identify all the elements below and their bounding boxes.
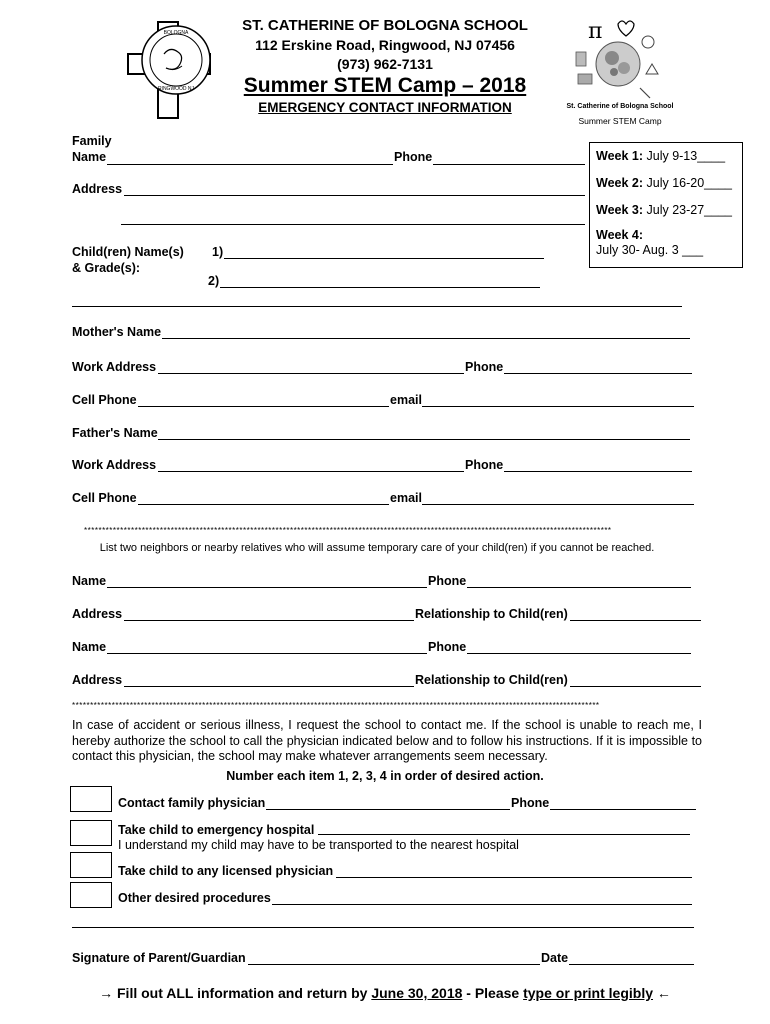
father-work-address-field[interactable] [158, 471, 464, 472]
mother-name-label: Mother's Name [72, 325, 162, 339]
father-email-field[interactable] [422, 504, 694, 505]
footer-emphasis: type or print legibly [523, 985, 653, 1001]
date-field[interactable] [569, 964, 694, 965]
signature-field[interactable] [248, 964, 540, 965]
neighbor-1-address-label: Address [72, 607, 123, 621]
page-title: Summer STEM Camp – 2018 [243, 74, 527, 97]
father-email-label: email [390, 491, 422, 505]
neighbor-1-name-field[interactable] [107, 587, 427, 588]
hospital-field[interactable] [318, 834, 690, 835]
option-3-order-box[interactable] [70, 852, 112, 878]
family-label: Family [72, 134, 112, 148]
child-1-field[interactable] [224, 258, 544, 259]
mother-name-field[interactable] [162, 338, 690, 339]
option-1-label: Contact family physician [118, 796, 266, 810]
page-subtitle: EMERGENCY CONTACT INFORMATION [258, 100, 512, 115]
stem-logo-caption-school: St. Catherine of Bologna School [566, 103, 674, 110]
neighbors-instruction: List two neighbors or nearby relatives who will assume temporary care of your child(ren) if you cannot be reached. [99, 542, 655, 554]
svg-text:RINGWOOD NJ: RINGWOOD NJ [157, 86, 195, 92]
neighbor-1-relationship-field[interactable] [570, 620, 701, 621]
option-2-order-box[interactable] [70, 820, 112, 846]
option-1-order-box[interactable] [70, 786, 112, 812]
father-work-phone-field[interactable] [504, 471, 692, 472]
neighbor-2-phone-field[interactable] [467, 653, 691, 654]
neighbor-1-relationship-label: Relationship to Child(ren) [415, 607, 568, 621]
father-name-field[interactable] [158, 439, 690, 440]
neighbor-2-name-field[interactable] [107, 653, 427, 654]
footer-prefix: → Fill out ALL information and return by [99, 985, 372, 1001]
week-2[interactable]: Week 2: July 16-20____ [596, 176, 732, 190]
family-address-label: Address [72, 182, 123, 196]
mother-email-label: email [390, 393, 422, 407]
other-procedures-field-2[interactable] [72, 927, 694, 928]
mother-work-phone-field[interactable] [504, 373, 692, 374]
mother-cell-label: Cell Phone [72, 393, 137, 407]
mother-work-address-field[interactable] [158, 373, 464, 374]
school-phone: (973) 962-7131 [337, 56, 433, 72]
week-4-dates: July 30- Aug. 3 ___ [596, 243, 704, 257]
neighbor-2-relationship-field[interactable] [570, 686, 701, 687]
school-name: ST. CATHERINE OF BOLOGNA SCHOOL [242, 17, 528, 34]
neighbor-2-address-field[interactable] [124, 686, 414, 687]
physician-name-field[interactable] [266, 809, 510, 810]
neighbor-2-phone-label: Phone [428, 640, 467, 654]
option-2-label: Take child to emergency hospital [118, 823, 315, 837]
star-divider-1: ************************************************************************************************************************************************** [84, 526, 612, 535]
neighbor-1-phone-label: Phone [428, 574, 467, 588]
father-work-phone-label: Phone [465, 458, 504, 472]
child-1-marker: 1) [212, 245, 224, 259]
footer-middle: - Please [462, 985, 524, 1001]
footer-suffix: ← [653, 985, 671, 1001]
week-selection-box [589, 142, 743, 268]
medical-authorization-paragraph: In case of accident or serious illness, I request the school to contact me. If the school is unable to reach me, I hereby authorize the school to call the physician indicated below and to follow his instructions. If it is impossible to contact this physician, the school may make whatever arrangements seem necessary. [72, 718, 702, 763]
school-address: 112 Erskine Road, Ringwood, NJ 07456 [255, 37, 515, 53]
mother-work-phone-label: Phone [465, 360, 504, 374]
option-4-order-box[interactable] [70, 882, 112, 908]
section-divider [72, 306, 682, 307]
option-4-label: Other desired procedures [118, 891, 271, 905]
neighbor-2-address-label: Address [72, 673, 123, 687]
neighbor-1-phone-field[interactable] [467, 587, 691, 588]
neighbor-1-name-label: Name [72, 574, 107, 588]
grades-label: & Grade(s): [72, 261, 141, 275]
option-3-label: Take child to any licensed physician [118, 864, 334, 878]
stem-camp-logo [566, 12, 666, 112]
other-procedures-field-1[interactable] [272, 904, 692, 905]
mother-cell-field[interactable] [138, 406, 389, 407]
physician-phone-field[interactable] [550, 809, 696, 810]
family-name-field[interactable] [107, 164, 393, 165]
heart-icon [618, 21, 634, 36]
svg-text:BOLOGNA: BOLOGNA [163, 30, 189, 36]
star-divider-2: ************************************************************************************************************************************************** [72, 701, 600, 710]
neighbor-2-relationship-label: Relationship to Child(ren) [415, 673, 568, 687]
child-2-marker: 2) [208, 274, 220, 288]
family-address-field-2[interactable] [121, 224, 585, 225]
mother-work-address-label: Work Address [72, 360, 157, 374]
week-1[interactable]: Week 1: July 9-13____ [596, 149, 726, 163]
children-label: Child(ren) Name(s) [72, 245, 184, 259]
mother-email-field[interactable] [422, 406, 694, 407]
neighbor-1-address-field[interactable] [124, 620, 414, 621]
father-work-address-label: Work Address [72, 458, 157, 472]
family-phone-field[interactable] [433, 164, 585, 165]
signature-label: Signature of Parent/Guardian [72, 951, 246, 965]
pi-icon: π [588, 19, 603, 44]
footer-deadline: June 30, 2018 [371, 985, 463, 1001]
licensed-physician-field[interactable] [336, 877, 692, 878]
week-4-label[interactable]: Week 4: [596, 228, 644, 242]
child-2-field[interactable] [220, 287, 540, 288]
family-name-label: Name [72, 150, 107, 164]
footer-instruction [0, 985, 770, 1001]
father-name-label: Father's Name [72, 426, 158, 440]
physician-phone-label: Phone [511, 796, 550, 810]
father-cell-field[interactable] [138, 504, 389, 505]
date-label: Date [541, 951, 569, 965]
family-address-field-1[interactable] [124, 195, 585, 196]
family-phone-label: Phone [394, 150, 433, 164]
option-2-note: I understand my child may have to be transported to the nearest hospital [118, 838, 519, 852]
action-order-instruction: Number each item 1, 2, 3, 4 in order of desired action. [226, 769, 544, 783]
neighbor-2-name-label: Name [72, 640, 107, 654]
stem-logo-caption-camp: Summer STEM Camp [578, 116, 662, 126]
father-cell-label: Cell Phone [72, 491, 137, 505]
week-3[interactable]: Week 3: July 23-27____ [596, 203, 732, 217]
